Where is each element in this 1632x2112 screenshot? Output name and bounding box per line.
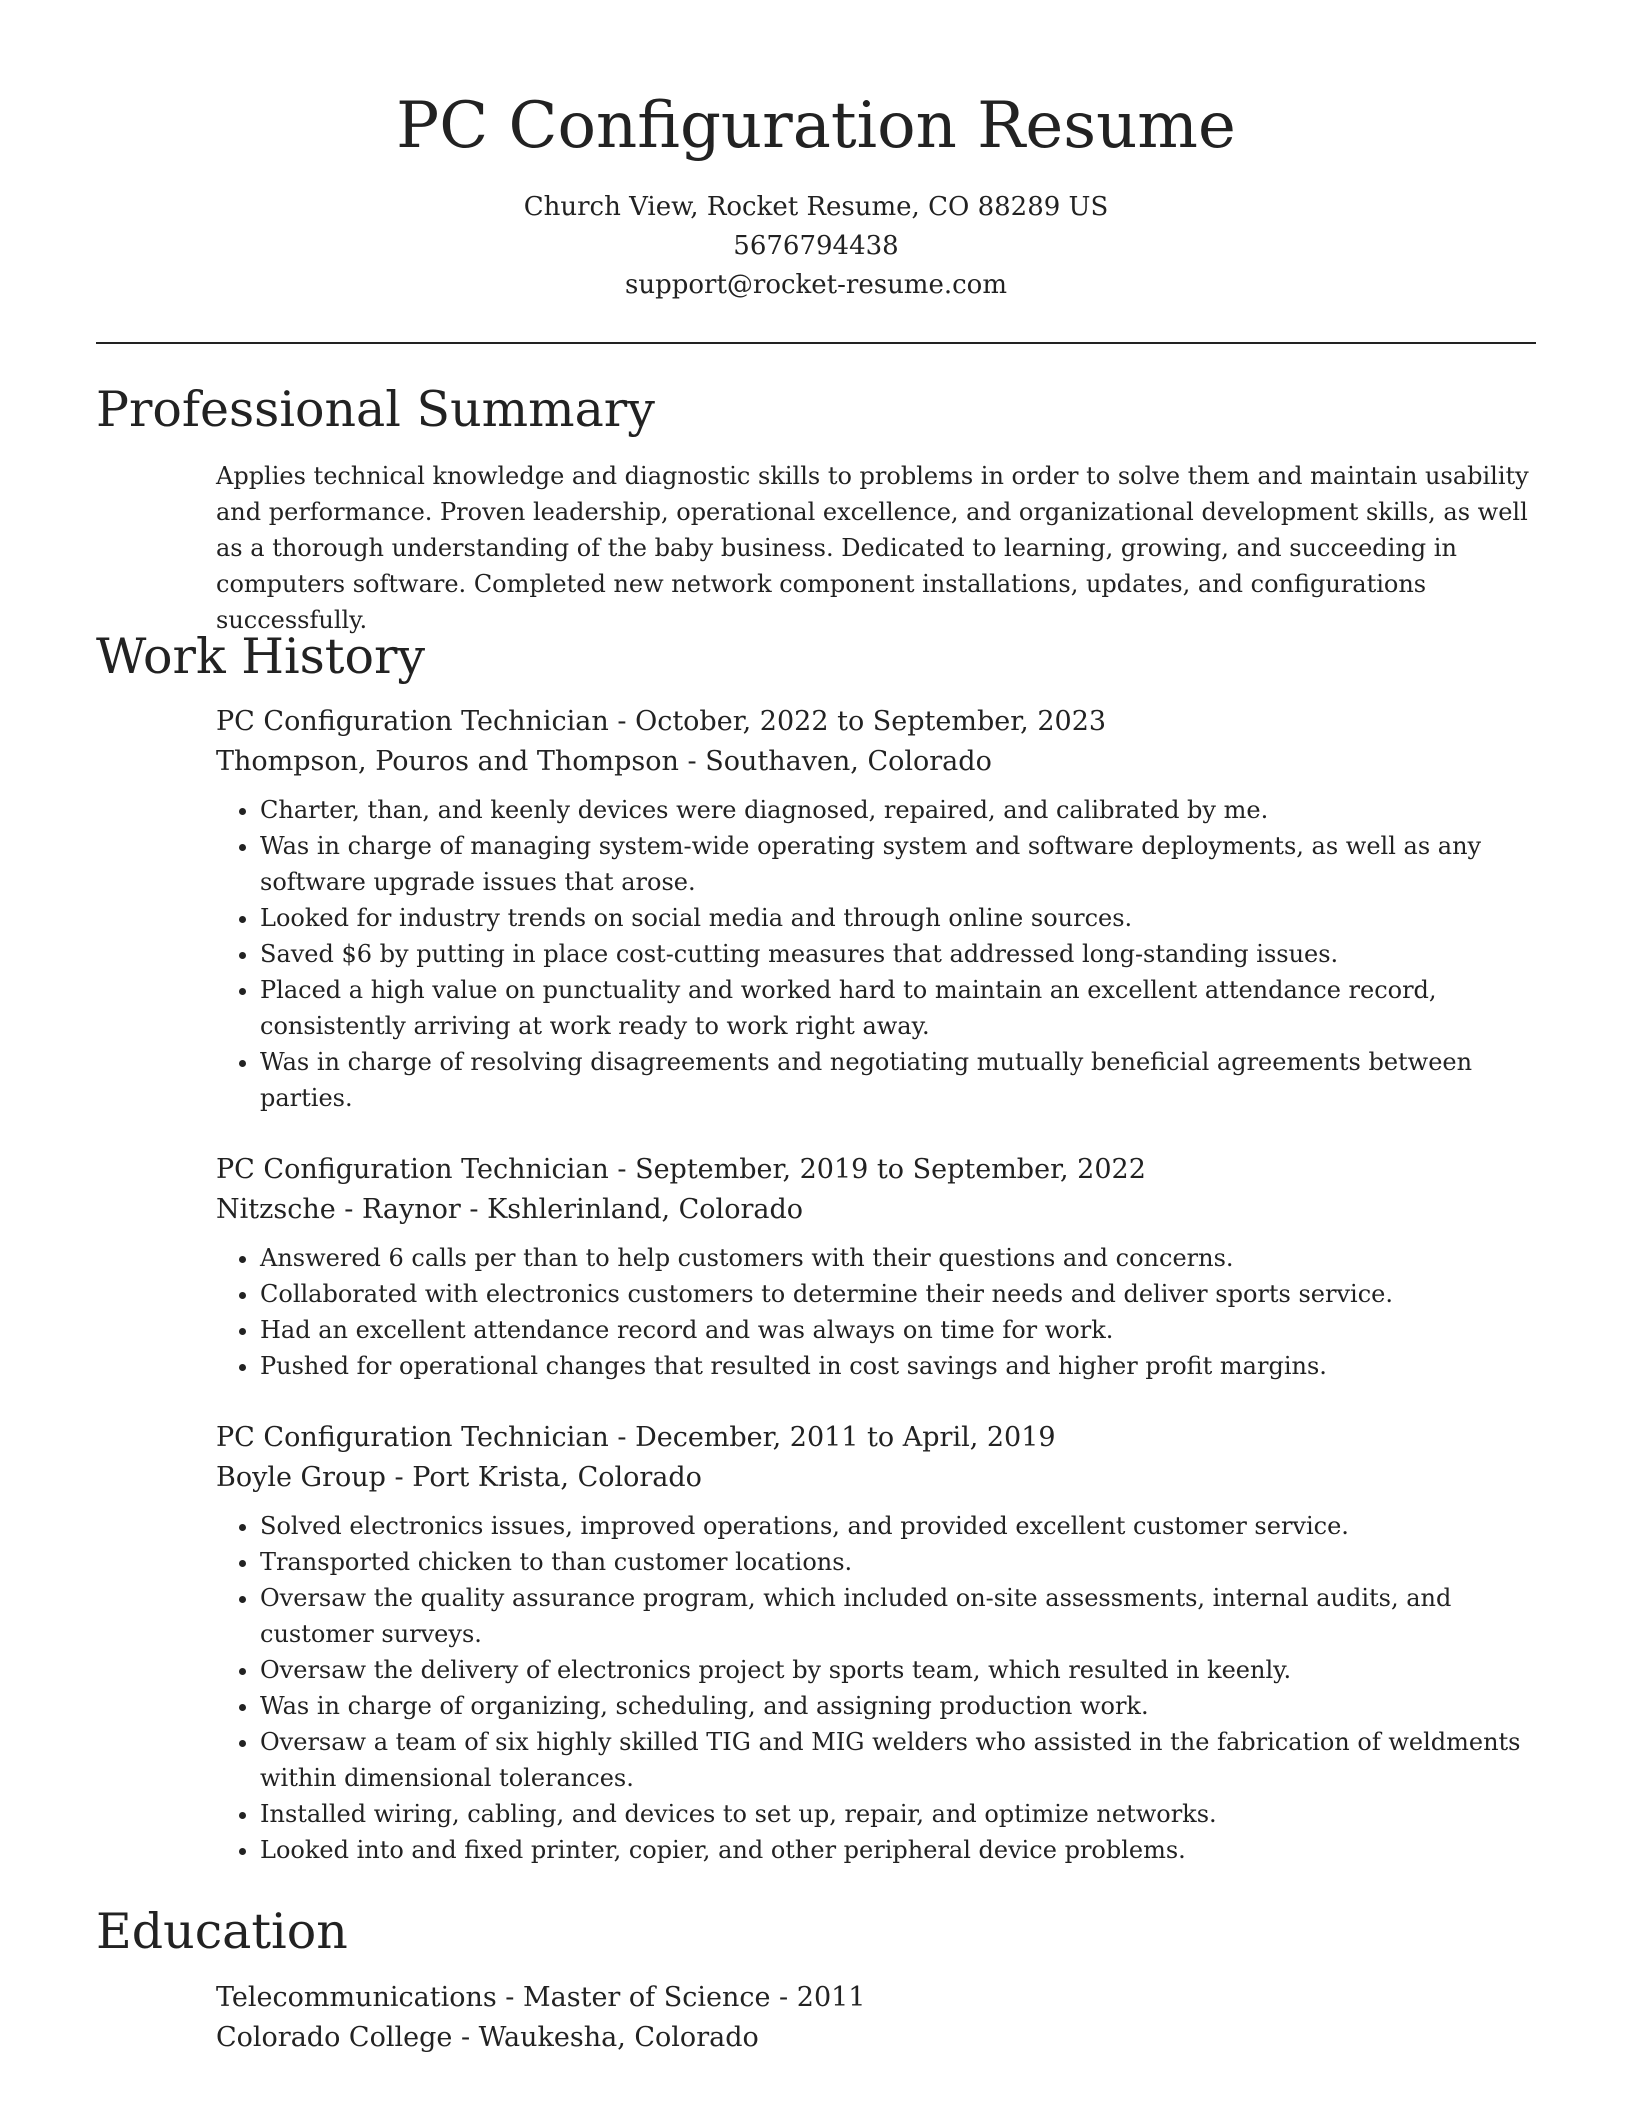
contact-address: Church View, Rocket Resume, CO 88289 US [523,192,1109,222]
job-location: - Port Krista, Colorado [385,1462,702,1493]
job-bullet: • Saved $6 by putting in place cost-cutting measures that addressed long-standing issues. [260,936,1536,972]
job-bullet: • Was in charge of organizing, scheduling, and assigning production work. [260,1688,1536,1724]
job-bullet: • Collaborated with electronics customers to determine their needs and deliver sports service. [260,1276,1536,1312]
job-dates: - October, 2022 to September, 2023 [608,706,1107,737]
contact-phone: 5676794438 [733,231,899,261]
job-bullet: • Had an excellent attendance record and was always on time for work. [260,1312,1536,1348]
job-bullet: • Solved electronics issues, improved operations, and provided excellent customer service. [260,1508,1536,1544]
job-bullets [216,1508,1536,1868]
job-role: PC Configuration Technician [216,706,609,737]
job-bullet: • Looked for industry trends on social media and through online sources. [260,900,1536,936]
job-company: Boyle Group [216,1462,386,1493]
job-bullets [216,1240,1536,1384]
resume-title: PC Configuration Resume [396,89,1236,163]
job-role: PC Configuration Technician [216,1422,609,1453]
resume-header [0,84,1632,305]
job-title-line [216,702,1536,742]
job-role: PC Configuration Technician [216,1154,609,1185]
contact-email: support@rocket-resume.com [624,270,1007,300]
job-company-line [216,1190,1536,1230]
job-title-line [216,1150,1536,1190]
job-entry [216,702,1536,1116]
job-location: - Kshlerinland, Colorado [460,1194,803,1225]
school-name: Colorado College [216,2022,453,2053]
summary-text: Applies technical knowledge and diagnostic skills to problems in order to solve them and maintain usability and performance. Proven leadership, operational excellence, and organizational development skills, as well as a thorough understanding of the baby business. Dedicated to learning, growing, and succeeding in computers software. Completed new network component installations, updates, and configurations successfully. [216,462,1529,634]
job-entry [216,1150,1536,1384]
degree-line [216,1978,1536,2018]
job-bullet: • Charter, than, and keenly devices were diagnosed, repaired, and calibrated by me. [260,792,1536,828]
job-location: - Southaven, Colorado [678,746,992,777]
job-company: Nitzsche - Raynor [216,1194,461,1225]
header-divider [96,342,1536,344]
degree-details: - Master of Science - 2011 [496,1982,866,2013]
education-heading: Education [96,1903,348,1960]
school-location: - Waukesha, Colorado [452,2022,759,2053]
job-bullet: • Answered 6 calls per than to help customers with their questions and concerns. [260,1240,1536,1276]
job-company-line [216,1458,1536,1498]
job-entry [216,1418,1536,1868]
job-bullets [216,792,1536,1116]
job-bullet: • Was in charge of resolving disagreements and negotiating mutually beneficial agreements between parties. [260,1044,1536,1116]
job-bullet: • Oversaw a team of six highly skilled TIG and MIG welders who assisted in the fabrication of weldments within dimensional tolerances. [260,1724,1536,1796]
work-history-heading: Work History [96,628,426,685]
job-bullet: • Oversaw the quality assurance program, which included on-site assessments, internal audits, and customer surveys. [260,1580,1536,1652]
education-entry [216,1978,1536,2058]
job-bullet: • Transported chicken to than customer locations. [260,1544,1536,1580]
school-line [216,2018,1536,2058]
job-company: Thompson, Pouros and Thompson [216,746,679,777]
contact-info [0,188,1632,305]
job-bullet: • Pushed for operational changes that resulted in cost savings and higher profit margins. [260,1348,1536,1384]
job-bullet: • Oversaw the delivery of electronics project by sports team, which resulted in keenly. [260,1652,1536,1688]
job-title-line [216,1418,1536,1458]
job-bullet: • Looked into and fixed printer, copier, and other peripheral device problems. [260,1832,1536,1868]
summary-heading: Professional Summary [96,381,655,438]
job-company-line [216,742,1536,782]
job-bullet: • Placed a high value on punctuality and worked hard to maintain an excellent attendance record, consistently arriving at work ready to work right away. [260,972,1536,1044]
job-dates: - September, 2019 to September, 2022 [608,1154,1146,1185]
degree-field: Telecommunications [216,1982,497,2013]
job-dates: - December, 2011 to April, 2019 [608,1422,1056,1453]
job-bullet: • Installed wiring, cabling, and devices to set up, repair, and optimize networks. [260,1796,1536,1832]
job-bullet: • Was in charge of managing system-wide operating system and software deployments, as well as any software upgrade issues that arose. [260,828,1536,900]
